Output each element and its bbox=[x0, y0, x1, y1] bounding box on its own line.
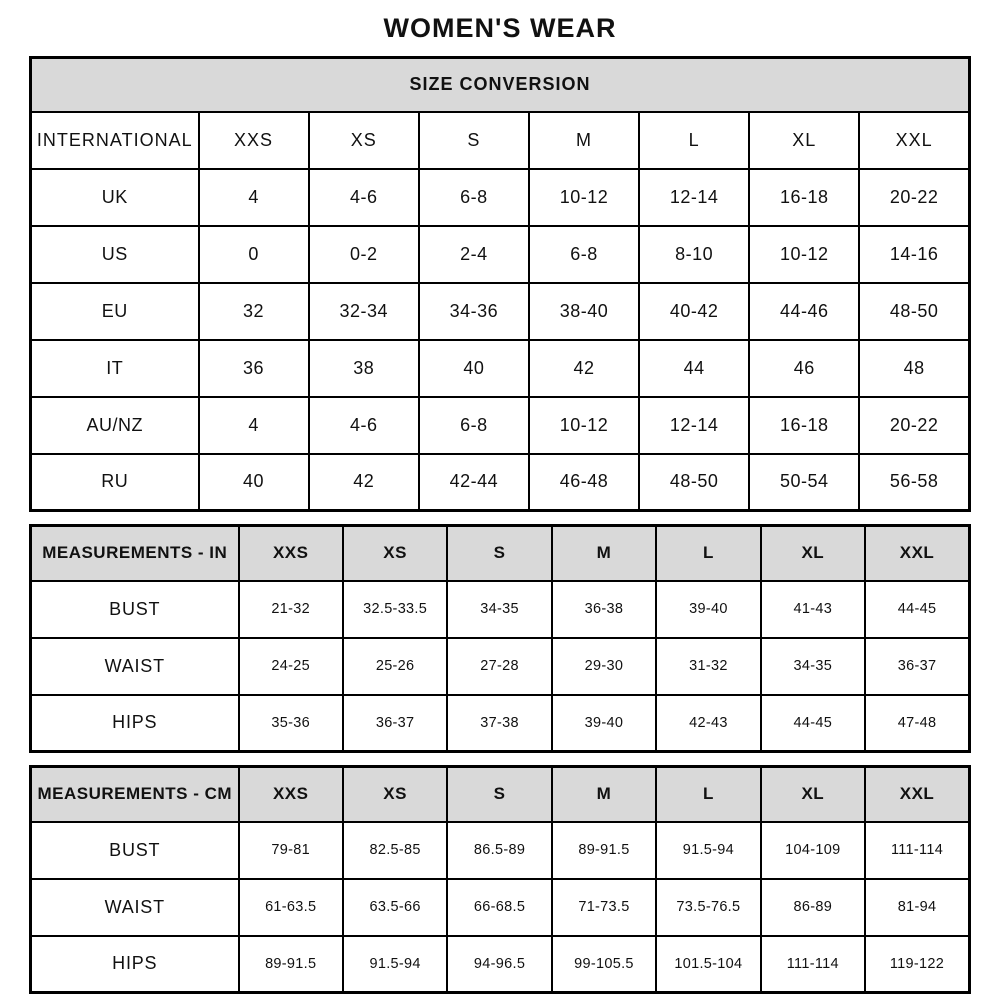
cell-value: 24-25 bbox=[239, 638, 343, 695]
cell-value: 34-36 bbox=[419, 283, 529, 340]
cell-value: 111-114 bbox=[761, 936, 865, 993]
cell-value: 38-40 bbox=[529, 283, 639, 340]
cell-value: 6-8 bbox=[529, 226, 639, 283]
cell-value: 16-18 bbox=[749, 169, 859, 226]
table-row bbox=[31, 340, 970, 397]
column-header-xxl: XXL bbox=[865, 526, 969, 581]
cell-value: 89-91.5 bbox=[552, 822, 656, 879]
cell-value: 0-2 bbox=[309, 226, 419, 283]
column-header-l: L bbox=[639, 112, 749, 169]
cell-value: 46 bbox=[749, 340, 859, 397]
column-header-xxl: XXL bbox=[865, 767, 969, 822]
row-label: US bbox=[31, 226, 199, 283]
cell-value: 16-18 bbox=[749, 397, 859, 454]
cell-value: 29-30 bbox=[552, 638, 656, 695]
cell-value: 10-12 bbox=[529, 397, 639, 454]
cell-value: 86-89 bbox=[761, 879, 865, 936]
row-label: EU bbox=[31, 283, 199, 340]
row-label: RU bbox=[31, 454, 199, 511]
cell-value: 35-36 bbox=[239, 695, 343, 752]
column-header-l: L bbox=[656, 767, 760, 822]
cell-value: 32 bbox=[199, 283, 309, 340]
table-row bbox=[31, 454, 970, 511]
cell-value: 44-45 bbox=[761, 695, 865, 752]
cell-value: 32.5-33.5 bbox=[343, 581, 447, 638]
column-header-xxs: XXS bbox=[239, 526, 343, 581]
cell-value: 48 bbox=[859, 340, 969, 397]
column-header-s: S bbox=[419, 112, 529, 169]
column-header-xl: XL bbox=[761, 526, 865, 581]
cell-value: 50-54 bbox=[749, 454, 859, 511]
table-row bbox=[31, 638, 970, 695]
cell-value: 38 bbox=[309, 340, 419, 397]
measurements-cm-header-row bbox=[31, 767, 970, 822]
cell-value: 20-22 bbox=[859, 169, 969, 226]
cell-value: 119-122 bbox=[865, 936, 969, 993]
cell-value: 47-48 bbox=[865, 695, 969, 752]
row-label: BUST bbox=[31, 581, 239, 638]
row-label: WAIST bbox=[31, 638, 239, 695]
row-label: HIPS bbox=[31, 936, 239, 993]
cell-value: 27-28 bbox=[447, 638, 551, 695]
cell-value: 36-38 bbox=[552, 581, 656, 638]
column-header-xxs: XXS bbox=[199, 112, 309, 169]
cell-value: 44-46 bbox=[749, 283, 859, 340]
row-label: WAIST bbox=[31, 879, 239, 936]
cell-value: 2-4 bbox=[419, 226, 529, 283]
column-header-xxs: XXS bbox=[239, 767, 343, 822]
measurements-in-title: MEASUREMENTS - IN bbox=[31, 526, 239, 581]
cell-value: 42-43 bbox=[656, 695, 760, 752]
column-header-s: S bbox=[447, 526, 551, 581]
table-row bbox=[31, 695, 970, 752]
cell-value: 40 bbox=[199, 454, 309, 511]
cell-value: 20-22 bbox=[859, 397, 969, 454]
table-row bbox=[31, 226, 970, 283]
cell-value: 36-37 bbox=[343, 695, 447, 752]
cell-value: 14-16 bbox=[859, 226, 969, 283]
cell-value: 4-6 bbox=[309, 397, 419, 454]
cell-value: 94-96.5 bbox=[447, 936, 551, 993]
column-header-l: L bbox=[656, 526, 760, 581]
cell-value: 21-32 bbox=[239, 581, 343, 638]
cell-value: 91.5-94 bbox=[343, 936, 447, 993]
cell-value: 81-94 bbox=[865, 879, 969, 936]
cell-value: 44 bbox=[639, 340, 749, 397]
cell-value: 101.5-104 bbox=[656, 936, 760, 993]
table-row bbox=[31, 169, 970, 226]
cell-value: 36 bbox=[199, 340, 309, 397]
cell-value: 42 bbox=[529, 340, 639, 397]
cell-value: 37-38 bbox=[447, 695, 551, 752]
cell-value: 44-45 bbox=[865, 581, 969, 638]
table-row bbox=[31, 581, 970, 638]
cell-value: 34-35 bbox=[447, 581, 551, 638]
column-header-m: M bbox=[552, 526, 656, 581]
size-conversion-banner: SIZE CONVERSION bbox=[31, 58, 970, 112]
measurements-cm-table bbox=[29, 765, 971, 994]
cell-value: 10-12 bbox=[749, 226, 859, 283]
row-label: UK bbox=[31, 169, 199, 226]
cell-value: 32-34 bbox=[309, 283, 419, 340]
size-conversion-banner-row bbox=[31, 58, 970, 112]
size-conversion-table bbox=[29, 56, 971, 512]
cell-value: 39-40 bbox=[656, 581, 760, 638]
column-header-international: INTERNATIONAL bbox=[31, 112, 199, 169]
column-header-m: M bbox=[552, 767, 656, 822]
cell-value: 34-35 bbox=[761, 638, 865, 695]
column-header-xl: XL bbox=[749, 112, 859, 169]
cell-value: 42-44 bbox=[419, 454, 529, 511]
cell-value: 10-12 bbox=[529, 169, 639, 226]
row-label: HIPS bbox=[31, 695, 239, 752]
cell-value: 48-50 bbox=[639, 454, 749, 511]
cell-value: 46-48 bbox=[529, 454, 639, 511]
cell-value: 63.5-66 bbox=[343, 879, 447, 936]
column-header-xs: XS bbox=[309, 112, 419, 169]
cell-value: 6-8 bbox=[419, 397, 529, 454]
cell-value: 40-42 bbox=[639, 283, 749, 340]
table-row bbox=[31, 283, 970, 340]
cell-value: 56-58 bbox=[859, 454, 969, 511]
cell-value: 36-37 bbox=[865, 638, 969, 695]
table-row bbox=[31, 822, 970, 879]
table-row bbox=[31, 397, 970, 454]
measurements-cm-title: MEASUREMENTS - CM bbox=[31, 767, 239, 822]
cell-value: 0 bbox=[199, 226, 309, 283]
cell-value: 66-68.5 bbox=[447, 879, 551, 936]
column-header-m: M bbox=[529, 112, 639, 169]
cell-value: 4-6 bbox=[309, 169, 419, 226]
cell-value: 48-50 bbox=[859, 283, 969, 340]
cell-value: 31-32 bbox=[656, 638, 760, 695]
table-row bbox=[31, 879, 970, 936]
cell-value: 6-8 bbox=[419, 169, 529, 226]
cell-value: 104-109 bbox=[761, 822, 865, 879]
row-label: BUST bbox=[31, 822, 239, 879]
measurements-in-table bbox=[29, 524, 971, 753]
cell-value: 39-40 bbox=[552, 695, 656, 752]
column-header-s: S bbox=[447, 767, 551, 822]
cell-value: 12-14 bbox=[639, 169, 749, 226]
cell-value: 25-26 bbox=[343, 638, 447, 695]
measurements-in-header-row bbox=[31, 526, 970, 581]
cell-value: 73.5-76.5 bbox=[656, 879, 760, 936]
column-header-xl: XL bbox=[761, 767, 865, 822]
column-header-xs: XS bbox=[343, 767, 447, 822]
cell-value: 86.5-89 bbox=[447, 822, 551, 879]
cell-value: 41-43 bbox=[761, 581, 865, 638]
cell-value: 71-73.5 bbox=[552, 879, 656, 936]
size-conversion-column-header-row bbox=[31, 112, 970, 169]
row-label: IT bbox=[31, 340, 199, 397]
cell-value: 79-81 bbox=[239, 822, 343, 879]
cell-value: 82.5-85 bbox=[343, 822, 447, 879]
table-row bbox=[31, 936, 970, 993]
cell-value: 61-63.5 bbox=[239, 879, 343, 936]
cell-value: 42 bbox=[309, 454, 419, 511]
cell-value: 4 bbox=[199, 169, 309, 226]
cell-value: 12-14 bbox=[639, 397, 749, 454]
cell-value: 4 bbox=[199, 397, 309, 454]
cell-value: 111-114 bbox=[865, 822, 969, 879]
row-label: AU/NZ bbox=[31, 397, 199, 454]
column-header-xxl: XXL bbox=[859, 112, 969, 169]
cell-value: 40 bbox=[419, 340, 529, 397]
column-header-xs: XS bbox=[343, 526, 447, 581]
cell-value: 8-10 bbox=[639, 226, 749, 283]
cell-value: 89-91.5 bbox=[239, 936, 343, 993]
cell-value: 99-105.5 bbox=[552, 936, 656, 993]
page-title: WOMEN'S WEAR bbox=[383, 13, 617, 43]
cell-value: 91.5-94 bbox=[656, 822, 760, 879]
